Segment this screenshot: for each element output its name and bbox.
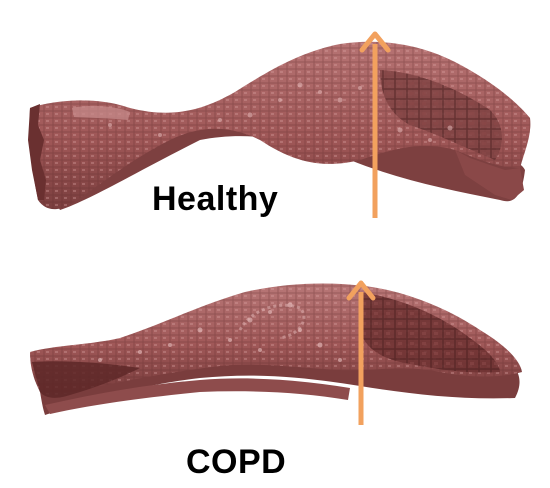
copd-diaphragm (30, 284, 522, 415)
copd-label: COPD (186, 443, 287, 481)
healthy-diaphragm (28, 42, 530, 210)
healthy-label: Healthy (152, 180, 279, 218)
